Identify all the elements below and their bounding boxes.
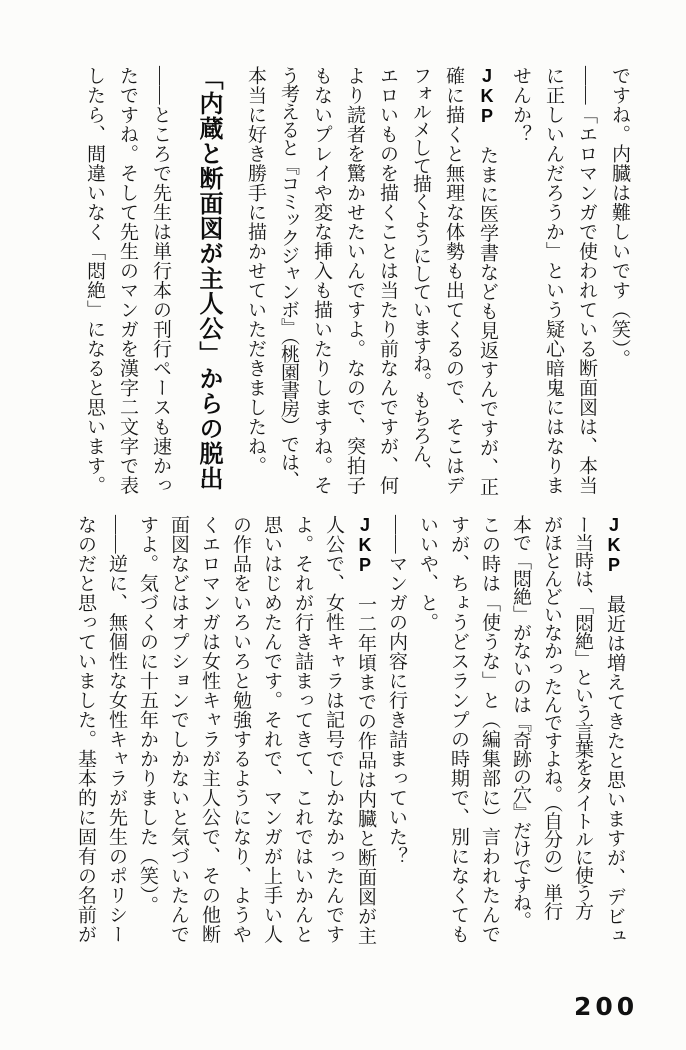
text-column: 確に描くと無理な体勢も出てくるので、そこはデ: [443, 66, 464, 495]
text-column: フォルメして描くようにしていますね。もちろん、: [410, 66, 431, 480]
text-column: 思いはじめたんです。それで、マンガが上手い人: [261, 515, 282, 944]
text-block-top: [78, 66, 636, 497]
text-column: の作品をいろいろと勉強するようになり、ようや: [230, 515, 251, 944]
text-column: 本当に好き勝手に描かせていただきましたね。: [245, 66, 266, 476]
text-column: う考えると『コミックジャンボ』（桃園書房）では、: [278, 66, 299, 489]
text-column: もないプレイや変な挿入も描いたりしますね。そ: [311, 66, 332, 495]
text-column: すよ。気づくのに十五年かかりました（笑）。: [137, 515, 158, 915]
speaker-label: JKP: [604, 515, 624, 575]
speaker-line: JKP 最近は増えてきたと思いますが、デビュ: [604, 515, 625, 946]
text-column: ですね。内臓は難しいです（笑）。: [609, 66, 630, 369]
section-heading: 「内蔵と断面図が主人公」からの脱出: [195, 66, 222, 491]
text-column: 面図などはオプションでしかないと気づいたんで: [168, 515, 189, 944]
text-column: ー当時は、「悶絶」という言葉をタイトルに使う方: [572, 515, 593, 920]
text-column: いいや、と。: [417, 515, 438, 632]
text-column: がほとんどいなかったんですよね。（自分の）単行: [541, 515, 562, 920]
text-column: なのだと思っていました。基本的に固有の名前が: [75, 515, 96, 944]
text-column: せんか？: [510, 66, 531, 144]
text-column: この時は「使うな」と（編集部に）言われたんで: [479, 515, 500, 944]
text-column: に正しいんだろうか」という疑心暗鬼にはなりま: [543, 66, 564, 495]
speaker-label: JKP: [477, 66, 497, 126]
text-column: すが、ちょうどスランプの時期で、別になくても: [448, 515, 469, 944]
text-column: くエロマンガは女性キャラが主人公で、その他断: [199, 515, 220, 944]
text-column: より読者を驚かせたいんですよ。なので、突拍子: [344, 66, 365, 495]
text-column: 本で「悶絶」がないのは『奇跡の穴』だけですね。: [510, 515, 531, 929]
text-column: ――ところで先生は単行本の刊行ペースも速かっ: [150, 66, 171, 495]
text-column: 人公で、女性キャラは記号でしかなかったんです: [323, 515, 344, 944]
page-number: 200: [574, 992, 639, 1021]
text-column: よ。それが行き詰まってきて、これではいかんと: [292, 515, 313, 944]
text-column: たですね。そして先生のマンガを漢字二文字で表: [117, 66, 138, 495]
text-column: ――マンガの内容に行き詰まっていた？: [386, 515, 407, 866]
text-column: エロいものを描くことは当たり前なんですが、何: [377, 66, 398, 495]
text-block-bottom: [70, 515, 630, 946]
text-column: ――逆に、無個性な女性キャラが先生のポリシー: [106, 515, 127, 944]
text-column: したら、間違いなく「悶絶」になると思います。: [84, 66, 105, 495]
text-column: ――「エロマンガで使われている断面図は、本当: [576, 66, 597, 495]
speaker-label: JKP: [355, 515, 375, 575]
speaker-line: JKP 一二年頃までの作品は内臓と断面図が主: [355, 515, 376, 946]
speaker-line: JKP たまに医学書なども見返すんですが、正: [477, 66, 498, 497]
